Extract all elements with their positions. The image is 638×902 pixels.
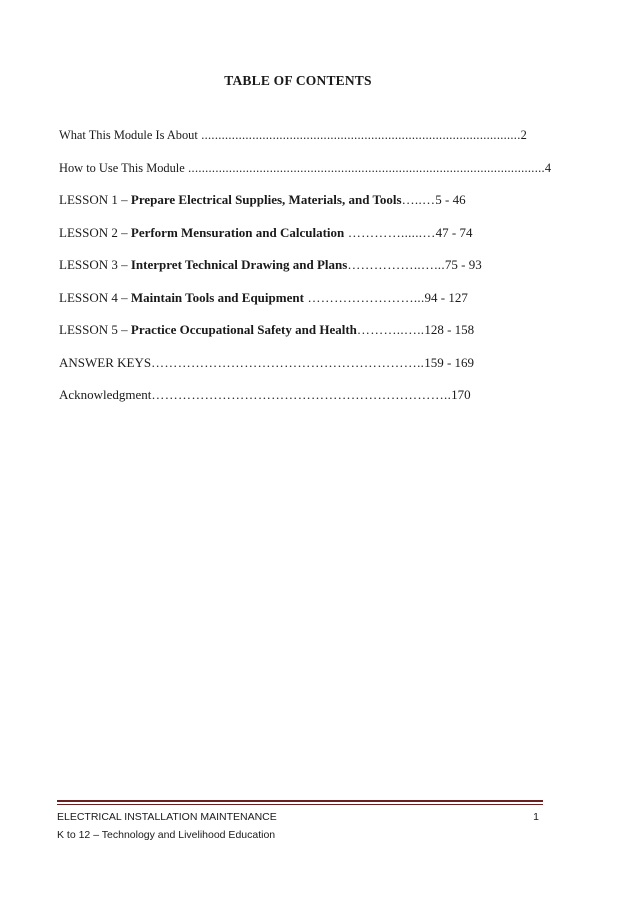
toc-entry-leader: ……………………...	[303, 289, 425, 305]
footer-module-title: ELECTRICAL INSTALLATION MAINTENANCE	[57, 811, 277, 823]
toc-entry-leader: …..…	[401, 192, 436, 207]
toc-entry-page: 75 - 93	[444, 257, 482, 272]
toc-entry-leader: …………......…	[344, 224, 436, 240]
toc-entry-title: ANSWER KEYS	[59, 354, 152, 370]
toc-entry-page: 128 - 158	[424, 322, 475, 337]
toc-entry-lesson-4[interactable]	[59, 282, 529, 315]
page-footer	[57, 808, 543, 844]
toc-entry-prefix: LESSON 1 –	[59, 192, 131, 207]
toc-entry-title: How to Use This Module	[59, 160, 185, 175]
toc-entry-leader: ..............................................................................................	[197, 128, 521, 142]
toc-entry-page: 4	[544, 160, 552, 175]
toc-entry-title: Perform Mensuration and Calculation	[130, 224, 345, 240]
toc-entry-leader: ……………………………………………………..	[151, 354, 425, 370]
toc-entry-lesson-2[interactable]	[59, 217, 529, 250]
toc-entry-title: What This Module Is About	[59, 128, 198, 142]
footer-page-number: 1	[533, 811, 539, 823]
toc-entry-page: 170	[451, 387, 471, 402]
footer-line-1	[57, 808, 543, 826]
toc-list	[59, 119, 552, 412]
toc-entry-how-to-use-this-module[interactable]	[59, 152, 552, 185]
toc-entry-title: Prepare Electrical Supplies, Materials, and Tools	[130, 192, 402, 207]
toc-entry-page: 47 - 74	[435, 224, 473, 240]
toc-entry-title: Maintain Tools and Equipment	[130, 289, 304, 305]
toc-entry-title: Practice Occupational Safety and Health	[130, 322, 357, 337]
toc-entry-lesson-5[interactable]	[59, 314, 529, 347]
toc-entry-answer-keys[interactable]	[59, 347, 529, 380]
footer-divider-thin	[57, 804, 543, 805]
toc-entry-title: Acknowledgment	[59, 387, 152, 402]
footer-divider-thick	[57, 800, 543, 802]
footer-line-2	[57, 826, 543, 844]
footer-subtitle: K to 12 – Technology and Livelihood Education	[57, 829, 276, 841]
toc-entry-page: 5 - 46	[435, 192, 466, 207]
toc-entry-prefix: LESSON 2 –	[59, 224, 131, 240]
toc-entry-title: Interpret Technical Drawing and Plans	[130, 257, 348, 272]
toc-entry-leader: .........................................................................................................	[184, 160, 545, 175]
toc-entry-page: 2	[520, 128, 527, 142]
toc-entry-lesson-1[interactable]	[59, 184, 529, 217]
toc-entry-leader: …………………………………………………………..	[151, 387, 452, 402]
toc-entry-acknowledgment[interactable]	[59, 379, 529, 412]
toc-entry-prefix: LESSON 5 –	[59, 322, 131, 337]
toc-entry-leader: ……………..…...	[347, 257, 445, 272]
toc-entry-prefix: LESSON 3 –	[59, 257, 131, 272]
toc-entry-what-this-module-is-about[interactable]	[59, 119, 529, 152]
toc-entry-page: 94 - 127	[424, 289, 468, 305]
toc-entry-lesson-3[interactable]	[59, 249, 529, 282]
toc-entry-leader: ………..…..	[356, 322, 425, 337]
toc-title: TABLE OF CONTENTS	[224, 73, 372, 88]
toc-entry-prefix: LESSON 4 –	[59, 289, 131, 305]
toc-entry-page: 159 - 169	[424, 354, 475, 370]
